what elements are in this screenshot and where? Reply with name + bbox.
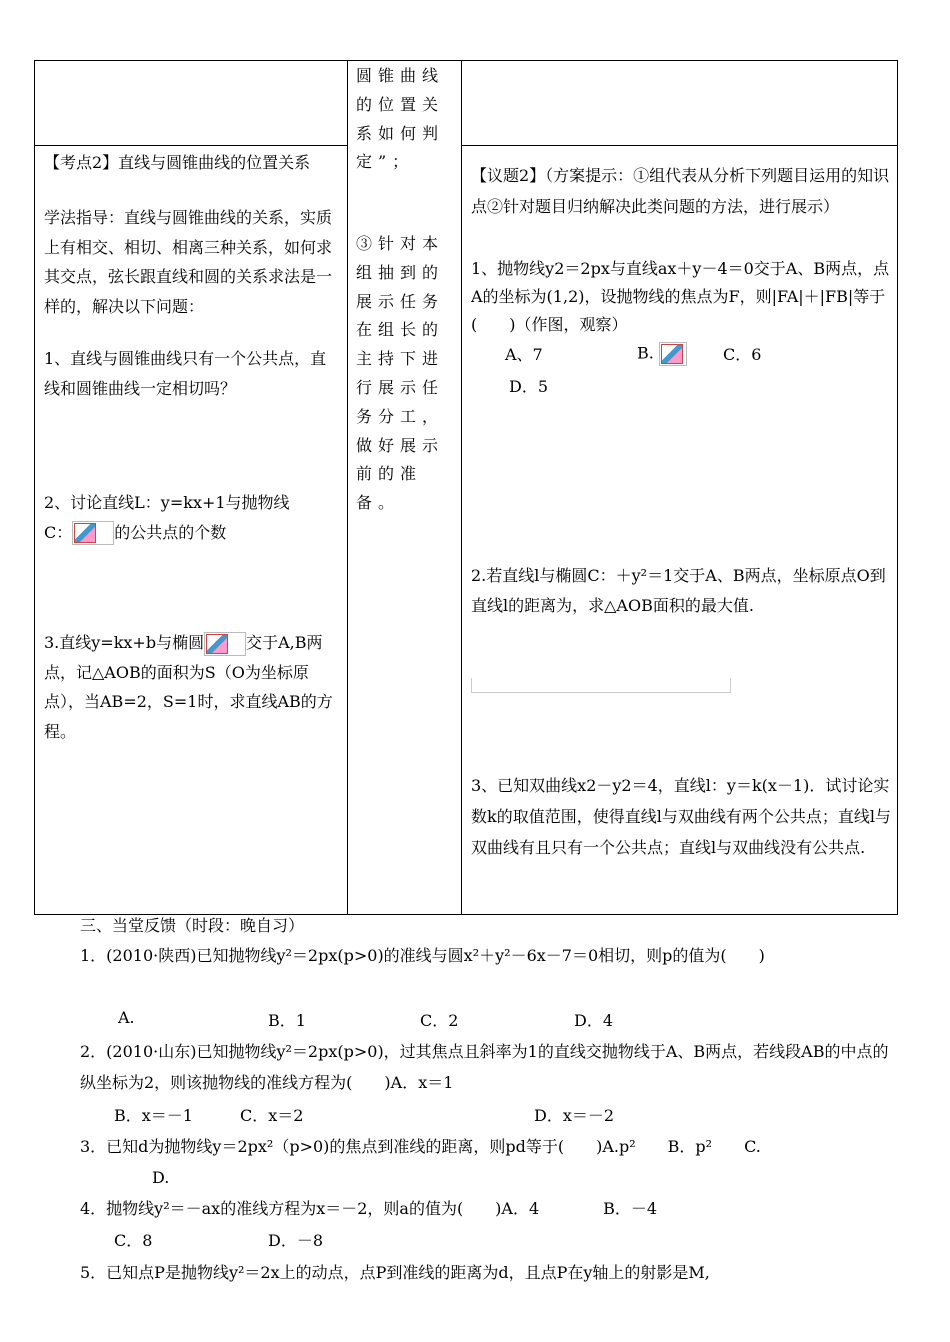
option: D．4 — [574, 1011, 614, 1030]
left-q2-text-c: 的公共点的个数 — [114, 522, 227, 542]
formula-image — [72, 521, 114, 545]
feedback-p2: 2．(2010·山东)已知抛物线y²＝2px(p>0)，过其焦点且斜率为1的直线交抛物线于A、B两点，若线段AB的中点的纵坐标为2，则该抛物线的准线方程为( )A．x＝1 — [80, 1042, 889, 1093]
left-q2-text-b: C： — [44, 522, 73, 542]
middle-col-task-text: ③针对本组抽到的展示任务在组长的主持下进行展示任务分工，做好展示前的准备。 — [356, 234, 445, 513]
option-c: C．6 — [723, 345, 762, 364]
left-q2 — [44, 488, 342, 547]
option: C．x＝2 — [240, 1106, 304, 1125]
left-q3-text-b: 交于A,B — [246, 633, 307, 652]
option: B．1 — [268, 1011, 306, 1030]
feedback-p5: 5．已知点P是抛物线y²＝2x上的动点，点P到准线的距离为d，且点P在y轴上的射影是M, — [80, 1263, 710, 1282]
feedback-p3: 3．已知d为抛物线y＝2px²（p>0)的焦点到准线的距离，则pd等于( )A.p² B．p² C. — [80, 1137, 761, 1156]
option-b-label: B. — [637, 343, 654, 363]
feedback-p4-options — [114, 1228, 514, 1252]
middle-col-top-text: 圆锥曲线的位置关系如何判定”； — [356, 66, 445, 172]
feedback-p2-options — [114, 1103, 874, 1127]
table-row-divider — [34, 145, 348, 146]
feedback-p1-options — [118, 1008, 818, 1032]
table-left-border — [34, 60, 35, 915]
feedback-p1: 1．(2010·陕西)已知抛物线y²＝2px(p>0)的准线与圆x²＋y²－6x－7＝0相切，则p的值为( ) — [80, 946, 765, 965]
option: D．x＝－2 — [534, 1106, 615, 1125]
table-col-divider-2 — [461, 60, 462, 915]
feedback-title: 三、当堂反馈（时段：晚自习） — [80, 916, 305, 935]
option-a: A、7 — [505, 345, 543, 364]
left-q3 — [44, 628, 342, 746]
option: B．x＝－1 — [114, 1106, 193, 1125]
option: C．8 — [114, 1231, 153, 1250]
option: A. — [118, 1008, 135, 1027]
left-q1: 1、直线与圆锥曲线只有一个公共点，直线和圆锥曲线一定相切吗？ — [44, 349, 327, 398]
table-col-divider-1 — [347, 60, 348, 915]
left-q3-text-a: 3.直线y=kx+b与椭圆 — [44, 633, 205, 652]
left-q2-text-a: 2、讨论直线L：y=kx+1与抛物线 — [44, 493, 290, 512]
option-d: D．5 — [509, 377, 549, 396]
left-q3-text-c: 两点，记△AOB的面积为S（O为坐标原点），当AB=2，S=1时，求直线AB的方程。 — [44, 633, 333, 741]
right-q3: 3、已知双曲线x2－y2＝4，直线l：y＝k(x－1)．试讨论实数k的取值范围，使得直线l与双曲线有两个公共点；直线l与双曲线有且只有一个公共点；直线l与双曲线没有公共点. — [471, 776, 891, 858]
formula-image — [204, 632, 246, 656]
option-b — [637, 342, 687, 366]
option: D．－8 — [268, 1231, 324, 1250]
formula-image-placeholder — [471, 678, 731, 693]
right-q1-options — [505, 342, 885, 402]
left-heading: 【考点2】直线与圆锥曲线的位置关系 — [44, 153, 311, 172]
table-row-divider-right — [461, 145, 898, 146]
right-q2: 2.若直线l与椭圆C：＋y²＝1交于A、B两点，坐标原点O到直线l的距离为，求△AOB面积的最大值. — [471, 566, 886, 615]
left-guide: 学法指导：直线与圆锥曲线的关系，实质上有相交、相切、相离三种关系，如何求其交点，弦长跟直线和圆的关系求法是一样的，解决以下问题： — [44, 208, 333, 316]
right-heading: 【议题2】（方案提示：①组代表从分析下列题目运用的知识点②针对题目归纳解决此类问题的方法，进行展示） — [471, 166, 890, 217]
feedback-p4: 4．抛物线y²＝－ax的准线方程为x＝－2，则a的值为( )A．4 B．－4 — [80, 1199, 658, 1218]
formula-image — [659, 342, 687, 366]
option: C．2 — [420, 1011, 459, 1030]
right-q1: 1、抛物线y2＝2px与直线ax＋y－4＝0交于A、B两点，点A的坐标为(1,2)，设抛物线的焦点为F，则|FA|＋|FB|等于( )（作图，观察） — [471, 259, 890, 334]
table-top-border — [34, 60, 898, 61]
table-right-border — [897, 60, 898, 915]
feedback-p3-d: D. — [152, 1168, 170, 1187]
